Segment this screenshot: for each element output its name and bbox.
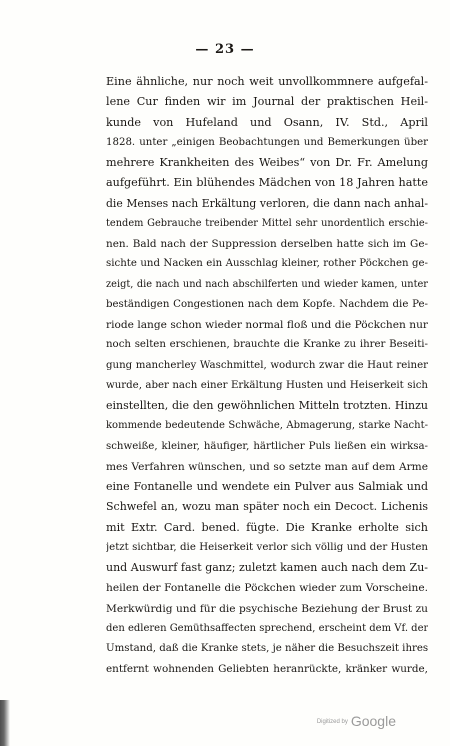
text-line: kunde von Hufeland und Osann, IV. Std., April — [106, 115, 428, 129]
body-text — [106, 72, 428, 680]
text-line: Merkwürdig und für die psychische Beziehung der Brust zu — [106, 602, 428, 615]
text-line: jetzt sichtbar, die Heiserkeit verlor sich völlig und der Husten — [106, 541, 428, 553]
text-line: Eine ähnliche, nur noch weit unvollkommnere aufgefal- — [106, 75, 428, 88]
text-line: heilen der Fontanelle die Pöckchen wieder zum Vorscheine. — [106, 582, 428, 595]
text-line: 1828. unter „einigen Beobachtungen und Bemerkungen über — [106, 136, 428, 148]
text-line: den edleren Gemüthsaffecten sprechend, erscheint dem Vf. der — [106, 622, 428, 634]
text-line: lene Cur finden wir im Journal der praktischen Heil- — [106, 95, 428, 109]
text-line: aufgeführt. Ein blühendes Mädchen von 18 Jahren hatte — [106, 176, 428, 190]
text-line: eine Fontanelle und wendete ein Pulver aus Salmiak und — [106, 480, 428, 493]
text-line: nen. Bald nach der Suppression derselben hatte sich im Ge- — [106, 238, 428, 250]
text-line: gung mancherley Waschmittel, wodurch zwar die Haut reiner — [106, 359, 428, 371]
text-line: die Menses nach Erkältung verloren, die dann nach anhal- — [106, 196, 428, 210]
text-line: zeigt, die nach und nach abschilferten und wieder kamen, unter — [106, 278, 428, 290]
text-line: kommende bedeutende Schwäche, Abmagerung, starke Nacht- — [106, 420, 428, 432]
text-line: schweiße, kleiner, häufiger, härtlicher Puls ließen ein wirksa- — [106, 440, 428, 452]
text-line: einstellten, die den gewöhnlichen Mitteln trotzten. Hinzu — [106, 399, 428, 412]
text-line: riode lange schon wieder normal floß und die Pöckchen nur — [106, 319, 428, 331]
google-logo-text: Google — [350, 713, 396, 729]
text-line: mes Verfahren wünschen, und so setzte man auf dem Arme — [106, 460, 428, 473]
text-line: mit Extr. Card. bened. fügte. Die Kranke erholte sich — [106, 520, 428, 534]
page-number: — 23 — — [195, 42, 255, 57]
text-line: sichte und Nacken ein Ausschlag kleiner, rother Pöckchen ge- — [106, 258, 428, 270]
text-line: tendem Gebrauche treibender Mittel sehr unordentlich erschie- — [106, 217, 428, 229]
digitized-prefix: Digitized by — [316, 719, 348, 726]
page-fold-shadow — [0, 700, 10, 746]
text-line: wurde, aber nach einer Erkältung Husten und Heiserkeit sich — [106, 379, 428, 391]
text-line: beständigen Congestionen nach dem Kopfe. Nachdem die Pe- — [106, 298, 428, 310]
text-line: Schwefel an, wozu man später noch ein Decoct. Lichenis — [106, 500, 428, 514]
text-line: und Auswurf fast ganz; zuletzt kamen auch nach dem Zu- — [106, 561, 428, 574]
digitized-by-watermark — [317, 713, 396, 729]
text-line: Umstand, daß die Kranke stets, je näher die Besuchszeit ihres — [106, 643, 428, 654]
text-line: noch selten erschienen, brauchte die Kranke zu ihrer Beseiti- — [106, 339, 428, 351]
text-line: mehrere Krankheiten des Weibes“ von Dr. Fr. Amelung — [106, 156, 428, 169]
text-line: entfernt wohnenden Geliebten heranrückte, kränker wurde, — [106, 663, 428, 676]
